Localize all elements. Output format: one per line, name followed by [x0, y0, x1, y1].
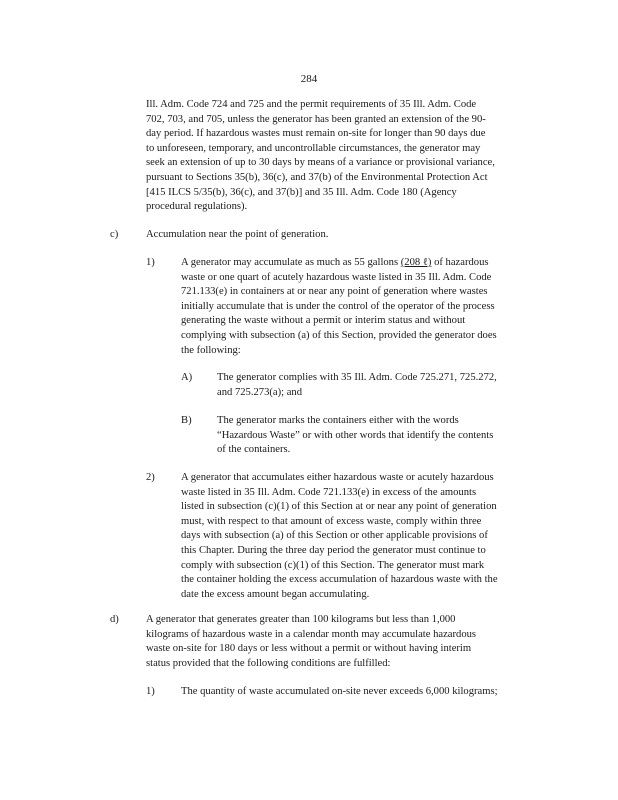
text-line: 702, 703, and 705, unless the generator has been granted an extension of the 90- [146, 113, 486, 125]
text-line: The quantity of waste accumulated on-site never exceeds 6,000 kilograms; [181, 686, 498, 697]
item-c1-marker: 1) [146, 257, 155, 268]
text-segment: of hazardous [431, 257, 489, 268]
text-line: to unforeseen, temporary, and uncontrollable circumstances, the generator may [146, 142, 481, 154]
subsection-c-marker: c) [110, 229, 119, 240]
item-c2-paragraph [181, 471, 541, 602]
text-line: must, with respect to that amount of excess waste, comply within three [181, 515, 482, 527]
text-line: the following: [181, 344, 241, 356]
subsection-d-marker: d) [110, 614, 119, 625]
text-line: day period. If hazardous wastes must remain on-site for longer than 90 days due [146, 128, 486, 140]
text-line: status provided that the following conditions are fulfilled: [146, 657, 391, 669]
item-d1-marker: 1) [146, 686, 155, 697]
item-c1b-paragraph [217, 414, 537, 458]
item-d1-paragraph [181, 685, 541, 700]
intro-paragraph [146, 98, 546, 215]
text-line: of the containers. [217, 444, 291, 456]
text-line: date the excess amount began accumulating. [181, 588, 370, 600]
text-line: days with subsection (a) of this Section or other applicable provisions of [181, 530, 488, 542]
underlined-volume: (208 ℓ) [400, 257, 432, 268]
text-line: pursuant to Sections 35(b), 36(c), and 37(b) of the Environmental Protection Act [146, 171, 488, 183]
text-line: this Chapter. During the three day period the generator must continue to [181, 544, 486, 556]
text-segment: A generator may accumulate as much as 55 gallons [181, 257, 401, 268]
item-c2-marker: 2) [146, 472, 155, 483]
text-line: A generator that generates greater than 100 kilograms but less than 1,000 [146, 614, 456, 625]
text-line: “Hazardous Waste” or with other words that identify the contents [217, 429, 494, 441]
page-number: 284 [300, 73, 318, 85]
text-line: A generator that accumulates either hazardous waste or acutely hazardous [181, 472, 494, 483]
text-line: [415 ILCS 5/35(b), 36(c), and 37(b)] and 35 Ill. Adm. Code 180 (Agency [146, 186, 457, 198]
item-c1a-paragraph [217, 371, 537, 400]
text-line: seek an extension of up to 30 days by means of a variance or provisional variance, [146, 157, 495, 169]
text-line: waste on-site for 180 days or less without a permit or without having interim [146, 643, 472, 655]
text-line [181, 256, 541, 271]
text-line: initially accumulate that is under the control of the operator of the process [181, 300, 495, 312]
item-c1b-marker: B) [181, 415, 192, 426]
text-line: procedural regulations). [146, 201, 248, 213]
subsection-d-paragraph [146, 613, 542, 671]
subsection-c-heading: Accumulation near the point of generation. [146, 229, 329, 240]
text-line: Ill. Adm. Code 724 and 725 and the permit requirements of 35 Ill. Adm. Code [146, 99, 477, 110]
text-line: The generator marks the containers either with the words [217, 415, 459, 426]
text-line: 721.133(e) in containers at or near any point of generation where wastes [181, 286, 488, 298]
text-line: generating the waste without a permit or interim status and without [181, 315, 466, 327]
text-line: comply with subsection (c)(1) of this Section. The generator must mark [181, 559, 485, 571]
text-line: The generator complies with 35 Ill. Adm. Code 725.271, 725.272, [217, 372, 497, 383]
text-line: waste listed in 35 Ill. Adm. Code 721.133(e) in excess of the amounts [181, 486, 477, 498]
text-line: kilograms of hazardous waste in a calendar month may accumulate hazardous [146, 628, 477, 640]
text-line: complying with subsection (a) of this Section, provided the generator does [181, 329, 497, 341]
text-line: waste or one quart of acutely hazardous waste listed in 35 Ill. Adm. Code [181, 271, 492, 283]
item-c1a-marker: A) [181, 372, 193, 383]
text-line: and 725.273(a); and [217, 386, 303, 398]
text-line: the container holding the excess accumulation of hazardous waste with the [181, 574, 498, 586]
item-c1-paragraph [181, 256, 541, 358]
text-line: listed in subsection (c)(1) of this Section at or near any point of generation [181, 501, 497, 513]
